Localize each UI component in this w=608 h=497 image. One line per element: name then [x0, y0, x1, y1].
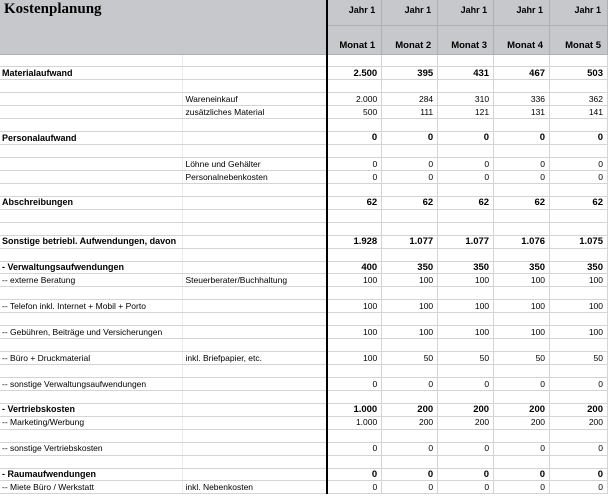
- value-cell[interactable]: 0: [382, 481, 438, 494]
- row-label-cell[interactable]: Sonstige betriebl. Aufwendungen, davon: [0, 235, 183, 248]
- value-cell[interactable]: 100: [382, 326, 438, 339]
- value-cell[interactable]: 0: [327, 158, 382, 171]
- value-cell[interactable]: 467: [494, 67, 550, 80]
- row-label-cell[interactable]: [0, 183, 183, 196]
- value-cell[interactable]: 0: [494, 377, 550, 390]
- value-cell[interactable]: [494, 54, 550, 67]
- value-cell[interactable]: 100: [382, 274, 438, 287]
- year-header-cell[interactable]: Jahr 1: [494, 0, 550, 25]
- value-cell[interactable]: [382, 119, 438, 132]
- value-cell[interactable]: 350: [438, 261, 494, 274]
- value-cell[interactable]: 0: [550, 468, 608, 481]
- value-cell[interactable]: 1.077: [438, 235, 494, 248]
- value-cell[interactable]: 0: [327, 481, 382, 494]
- table-row: [0, 106, 608, 119]
- value-cell[interactable]: 100: [438, 274, 494, 287]
- row-label-cell[interactable]: [0, 313, 183, 326]
- row-note-cell[interactable]: [183, 287, 327, 300]
- value-cell[interactable]: [494, 365, 550, 378]
- value-cell[interactable]: [382, 183, 438, 196]
- value-cell[interactable]: 0: [550, 158, 608, 171]
- value-cell[interactable]: 395: [382, 67, 438, 80]
- row-note-cell[interactable]: [183, 455, 327, 468]
- value-cell[interactable]: [494, 248, 550, 261]
- header-year-row: [0, 0, 608, 25]
- value-cell[interactable]: 0: [382, 170, 438, 183]
- value-cell[interactable]: [438, 365, 494, 378]
- value-cell[interactable]: [494, 222, 550, 235]
- value-cell[interactable]: [382, 365, 438, 378]
- value-cell[interactable]: [550, 80, 608, 93]
- row-label-cell[interactable]: [0, 119, 183, 132]
- value-cell[interactable]: 0: [494, 158, 550, 171]
- value-cell[interactable]: 1.075: [550, 235, 608, 248]
- value-cell[interactable]: [327, 365, 382, 378]
- value-cell[interactable]: [438, 339, 494, 352]
- value-cell[interactable]: 100: [550, 326, 608, 339]
- value-cell[interactable]: 350: [382, 261, 438, 274]
- table-row: [0, 54, 608, 67]
- row-label-cell[interactable]: - Verwaltungsaufwendungen: [0, 261, 183, 274]
- table-row: [0, 222, 608, 235]
- table-row: [0, 468, 608, 481]
- table-row: [0, 274, 608, 287]
- value-cell[interactable]: 121: [438, 106, 494, 119]
- table-row: [0, 183, 608, 196]
- value-cell[interactable]: 100: [494, 300, 550, 313]
- row-note-cell[interactable]: [183, 209, 327, 222]
- value-cell[interactable]: [494, 209, 550, 222]
- value-cell[interactable]: 131: [494, 106, 550, 119]
- value-cell[interactable]: 50: [550, 352, 608, 365]
- value-cell[interactable]: [382, 287, 438, 300]
- value-cell[interactable]: 500: [327, 106, 382, 119]
- value-cell[interactable]: [550, 54, 608, 67]
- value-cell[interactable]: 200: [494, 403, 550, 416]
- value-cell[interactable]: 2.500: [327, 67, 382, 80]
- month-header-cell[interactable]: Monat 2: [382, 25, 438, 54]
- row-note-cell[interactable]: inkl. Nebenkosten: [183, 481, 327, 494]
- row-label-cell[interactable]: [0, 390, 183, 403]
- table-row: [0, 119, 608, 132]
- value-cell[interactable]: 100: [550, 274, 608, 287]
- row-note-cell[interactable]: [183, 248, 327, 261]
- row-label-cell[interactable]: [0, 54, 183, 67]
- sheet-title[interactable]: Kostenplanung: [0, 0, 327, 54]
- value-cell[interactable]: 503: [550, 67, 608, 80]
- value-cell[interactable]: [494, 313, 550, 326]
- value-cell[interactable]: 0: [550, 481, 608, 494]
- value-cell[interactable]: 62: [438, 196, 494, 209]
- month-header-cell[interactable]: Monat 4: [494, 25, 550, 54]
- table-row: [0, 261, 608, 274]
- row-label-cell[interactable]: [0, 248, 183, 261]
- row-note-cell[interactable]: [183, 67, 327, 80]
- value-cell[interactable]: 62: [550, 196, 608, 209]
- table-row: [0, 80, 608, 93]
- table-row: [0, 390, 608, 403]
- value-cell[interactable]: [327, 209, 382, 222]
- value-cell[interactable]: [382, 339, 438, 352]
- value-cell[interactable]: [438, 183, 494, 196]
- value-cell[interactable]: [382, 209, 438, 222]
- value-cell[interactable]: [550, 209, 608, 222]
- row-label-cell[interactable]: -- Miete Büro / Werkstatt: [0, 481, 183, 494]
- value-cell[interactable]: 100: [550, 300, 608, 313]
- row-label-cell[interactable]: [0, 287, 183, 300]
- value-cell[interactable]: 100: [438, 326, 494, 339]
- row-label-cell[interactable]: -- Büro + Druckmaterial: [0, 352, 183, 365]
- value-cell[interactable]: 0: [494, 170, 550, 183]
- table-row: [0, 455, 608, 468]
- value-cell[interactable]: [438, 80, 494, 93]
- value-cell[interactable]: [494, 80, 550, 93]
- value-cell[interactable]: [550, 365, 608, 378]
- value-cell[interactable]: 62: [382, 196, 438, 209]
- value-cell[interactable]: 0: [494, 481, 550, 494]
- value-cell[interactable]: 2.000: [327, 93, 382, 106]
- row-label-cell[interactable]: -- sonstige Vertriebskosten: [0, 442, 183, 455]
- table-row: [0, 158, 608, 171]
- value-cell[interactable]: 100: [494, 326, 550, 339]
- value-cell[interactable]: [327, 390, 382, 403]
- row-note-cell[interactable]: [183, 54, 327, 67]
- table-row: [0, 93, 608, 106]
- value-cell[interactable]: 1.000: [327, 416, 382, 429]
- value-cell[interactable]: 200: [438, 403, 494, 416]
- value-cell[interactable]: 111: [382, 106, 438, 119]
- value-cell[interactable]: [438, 455, 494, 468]
- value-cell[interactable]: 431: [438, 67, 494, 80]
- table-row: [0, 145, 608, 158]
- value-cell[interactable]: [438, 313, 494, 326]
- row-label-cell[interactable]: [0, 455, 183, 468]
- value-cell[interactable]: 310: [438, 93, 494, 106]
- value-cell[interactable]: [327, 287, 382, 300]
- value-cell[interactable]: 0: [494, 442, 550, 455]
- value-cell[interactable]: [550, 339, 608, 352]
- table-row: [0, 287, 608, 300]
- value-cell[interactable]: 0: [382, 132, 438, 145]
- value-cell[interactable]: [550, 145, 608, 158]
- value-cell[interactable]: [494, 145, 550, 158]
- table-row: [0, 365, 608, 378]
- row-note-cell[interactable]: Löhne und Gehälter: [183, 158, 327, 171]
- value-cell[interactable]: 0: [438, 442, 494, 455]
- value-cell[interactable]: [438, 145, 494, 158]
- row-note-cell[interactable]: [183, 377, 327, 390]
- value-cell[interactable]: [494, 429, 550, 442]
- value-cell[interactable]: [382, 80, 438, 93]
- value-cell[interactable]: 0: [550, 442, 608, 455]
- row-label-cell[interactable]: -- Gebühren, Beiträge und Versicherungen: [0, 326, 183, 339]
- value-cell[interactable]: [550, 248, 608, 261]
- row-note-cell[interactable]: [183, 145, 327, 158]
- year-header-cell[interactable]: Jahr 1: [550, 0, 608, 25]
- value-cell[interactable]: [550, 222, 608, 235]
- value-cell[interactable]: 284: [382, 93, 438, 106]
- row-note-cell[interactable]: Steuerberater/Buchhaltung: [183, 274, 327, 287]
- value-cell[interactable]: [327, 222, 382, 235]
- row-note-cell[interactable]: [183, 132, 327, 145]
- value-cell[interactable]: [382, 222, 438, 235]
- value-cell[interactable]: [550, 455, 608, 468]
- value-cell[interactable]: 0: [550, 132, 608, 145]
- value-cell[interactable]: 1.076: [494, 235, 550, 248]
- row-note-cell[interactable]: [183, 326, 327, 339]
- value-cell[interactable]: [550, 390, 608, 403]
- table-row: [0, 209, 608, 222]
- value-cell[interactable]: [327, 80, 382, 93]
- value-cell[interactable]: 350: [550, 261, 608, 274]
- value-cell[interactable]: 0: [438, 468, 494, 481]
- row-note-cell[interactable]: [183, 196, 327, 209]
- value-cell[interactable]: 0: [327, 468, 382, 481]
- table-row: [0, 442, 608, 455]
- value-cell[interactable]: [494, 390, 550, 403]
- row-note-cell[interactable]: [183, 222, 327, 235]
- table-row: [0, 416, 608, 429]
- row-note-cell[interactable]: inkl. Briefpapier, etc.: [183, 352, 327, 365]
- value-cell[interactable]: 200: [550, 403, 608, 416]
- value-cell[interactable]: [494, 183, 550, 196]
- row-note-cell[interactable]: [183, 365, 327, 378]
- value-cell[interactable]: 0: [327, 442, 382, 455]
- row-note-cell[interactable]: Wareneinkauf: [183, 93, 327, 106]
- value-cell[interactable]: [327, 455, 382, 468]
- value-cell[interactable]: 50: [382, 352, 438, 365]
- row-note-cell[interactable]: [183, 261, 327, 274]
- value-cell[interactable]: [438, 248, 494, 261]
- row-note-cell[interactable]: [183, 80, 327, 93]
- value-cell[interactable]: [327, 54, 382, 67]
- table-row: [0, 352, 608, 365]
- value-cell[interactable]: 362: [550, 93, 608, 106]
- value-cell[interactable]: [327, 339, 382, 352]
- value-cell[interactable]: [382, 54, 438, 67]
- value-cell[interactable]: 100: [438, 300, 494, 313]
- value-cell[interactable]: [550, 119, 608, 132]
- value-cell[interactable]: 400: [327, 261, 382, 274]
- value-cell[interactable]: [382, 455, 438, 468]
- value-cell[interactable]: 62: [494, 196, 550, 209]
- row-note-cell[interactable]: zusätzliches Material: [183, 106, 327, 119]
- row-note-cell[interactable]: [183, 313, 327, 326]
- value-cell[interactable]: [438, 429, 494, 442]
- value-cell[interactable]: 141: [550, 106, 608, 119]
- value-cell[interactable]: [438, 287, 494, 300]
- row-label-cell[interactable]: [0, 80, 183, 93]
- row-label-cell[interactable]: [0, 339, 183, 352]
- row-note-cell[interactable]: [183, 468, 327, 481]
- value-cell[interactable]: 50: [438, 352, 494, 365]
- value-cell[interactable]: 200: [550, 416, 608, 429]
- value-cell[interactable]: 50: [494, 352, 550, 365]
- row-note-cell[interactable]: [183, 416, 327, 429]
- table-row: [0, 339, 608, 352]
- table-row: [0, 132, 608, 145]
- table-row: [0, 403, 608, 416]
- value-cell[interactable]: [382, 313, 438, 326]
- table-row: [0, 326, 608, 339]
- value-cell[interactable]: 100: [327, 300, 382, 313]
- table-row: [0, 235, 608, 248]
- row-label-cell[interactable]: [0, 429, 183, 442]
- value-cell[interactable]: 0: [438, 481, 494, 494]
- value-cell[interactable]: [438, 222, 494, 235]
- table-row: [0, 196, 608, 209]
- table-row: [0, 377, 608, 390]
- month-header-cell[interactable]: Monat 1: [327, 25, 382, 54]
- value-cell[interactable]: [494, 287, 550, 300]
- value-cell[interactable]: [382, 145, 438, 158]
- value-cell[interactable]: [327, 145, 382, 158]
- table-row: [0, 313, 608, 326]
- value-cell[interactable]: [550, 183, 608, 196]
- value-cell[interactable]: 1.000: [327, 403, 382, 416]
- value-cell[interactable]: [494, 119, 550, 132]
- value-cell[interactable]: [494, 455, 550, 468]
- table-row: [0, 481, 608, 494]
- value-cell[interactable]: [327, 248, 382, 261]
- row-label-cell[interactable]: [0, 170, 183, 183]
- value-cell[interactable]: 0: [438, 170, 494, 183]
- row-label-cell[interactable]: - Raumaufwendungen: [0, 468, 183, 481]
- table-row: [0, 248, 608, 261]
- value-cell[interactable]: 1.077: [382, 235, 438, 248]
- table-row: [0, 170, 608, 183]
- row-label-cell[interactable]: -- Telefon inkl. Internet + Mobil + Porto: [0, 300, 183, 313]
- row-note-cell[interactable]: [183, 390, 327, 403]
- value-cell[interactable]: 0: [382, 468, 438, 481]
- row-note-cell[interactable]: [183, 339, 327, 352]
- month-header-cell[interactable]: Monat 5: [550, 25, 608, 54]
- value-cell[interactable]: [327, 429, 382, 442]
- row-label-cell[interactable]: -- sonstige Verwaltungsaufwendungen: [0, 377, 183, 390]
- row-label-cell[interactable]: [0, 145, 183, 158]
- value-cell[interactable]: [438, 54, 494, 67]
- value-cell[interactable]: 0: [550, 170, 608, 183]
- value-cell[interactable]: 336: [494, 93, 550, 106]
- value-cell[interactable]: 62: [327, 196, 382, 209]
- value-cell[interactable]: 100: [327, 352, 382, 365]
- row-note-cell[interactable]: [183, 119, 327, 132]
- row-label-cell[interactable]: [0, 106, 183, 119]
- row-note-cell[interactable]: [183, 429, 327, 442]
- row-label-cell[interactable]: [0, 209, 183, 222]
- value-cell[interactable]: 0: [327, 132, 382, 145]
- row-label-cell[interactable]: [0, 93, 183, 106]
- value-cell[interactable]: [327, 313, 382, 326]
- value-cell[interactable]: [494, 339, 550, 352]
- value-cell[interactable]: 0: [550, 377, 608, 390]
- value-cell[interactable]: [382, 390, 438, 403]
- row-label-cell[interactable]: [0, 222, 183, 235]
- row-note-cell[interactable]: [183, 235, 327, 248]
- value-cell[interactable]: [382, 429, 438, 442]
- row-note-cell[interactable]: [183, 442, 327, 455]
- row-label-cell[interactable]: -- Marketing/Werbung: [0, 416, 183, 429]
- value-cell[interactable]: 200: [382, 403, 438, 416]
- value-cell[interactable]: [550, 287, 608, 300]
- row-label-cell[interactable]: Abschreibungen: [0, 196, 183, 209]
- value-cell[interactable]: 0: [494, 468, 550, 481]
- value-cell[interactable]: 1.928: [327, 235, 382, 248]
- value-cell[interactable]: [438, 390, 494, 403]
- value-cell[interactable]: 100: [327, 326, 382, 339]
- table-row: [0, 300, 608, 313]
- year-header-cell[interactable]: Jahr 1: [327, 0, 382, 25]
- row-label-cell[interactable]: -- externe Beratung: [0, 274, 183, 287]
- value-cell[interactable]: 100: [382, 300, 438, 313]
- value-cell[interactable]: 0: [382, 158, 438, 171]
- row-note-cell[interactable]: [183, 403, 327, 416]
- value-cell[interactable]: 0: [494, 132, 550, 145]
- row-note-cell[interactable]: [183, 300, 327, 313]
- row-label-cell[interactable]: [0, 158, 183, 171]
- table-row: [0, 429, 608, 442]
- value-cell[interactable]: 0: [438, 377, 494, 390]
- value-cell[interactable]: 100: [494, 274, 550, 287]
- value-cell[interactable]: 0: [382, 377, 438, 390]
- value-cell[interactable]: [438, 209, 494, 222]
- value-cell[interactable]: 0: [438, 132, 494, 145]
- row-label-cell[interactable]: Materialaufwand: [0, 67, 183, 80]
- value-cell[interactable]: [438, 119, 494, 132]
- year-header-cell[interactable]: Jahr 1: [438, 0, 494, 25]
- year-header-cell[interactable]: Jahr 1: [382, 0, 438, 25]
- row-label-cell[interactable]: Personalaufwand: [0, 132, 183, 145]
- row-note-cell[interactable]: [183, 183, 327, 196]
- value-cell[interactable]: 200: [382, 416, 438, 429]
- month-header-cell[interactable]: Monat 3: [438, 25, 494, 54]
- row-label-cell[interactable]: - Vertriebskosten: [0, 403, 183, 416]
- value-cell[interactable]: 0: [327, 377, 382, 390]
- value-cell[interactable]: 0: [327, 170, 382, 183]
- value-cell[interactable]: [327, 119, 382, 132]
- value-cell[interactable]: [327, 183, 382, 196]
- value-cell[interactable]: [550, 429, 608, 442]
- value-cell[interactable]: [550, 313, 608, 326]
- row-note-cell[interactable]: Personalnebenkosten: [183, 170, 327, 183]
- table-row: [0, 67, 608, 80]
- value-cell[interactable]: 0: [438, 158, 494, 171]
- value-cell[interactable]: 200: [494, 416, 550, 429]
- value-cell[interactable]: 100: [327, 274, 382, 287]
- value-cell[interactable]: 350: [494, 261, 550, 274]
- row-label-cell[interactable]: [0, 365, 183, 378]
- value-cell[interactable]: [382, 248, 438, 261]
- value-cell[interactable]: 0: [382, 442, 438, 455]
- value-cell[interactable]: 200: [438, 416, 494, 429]
